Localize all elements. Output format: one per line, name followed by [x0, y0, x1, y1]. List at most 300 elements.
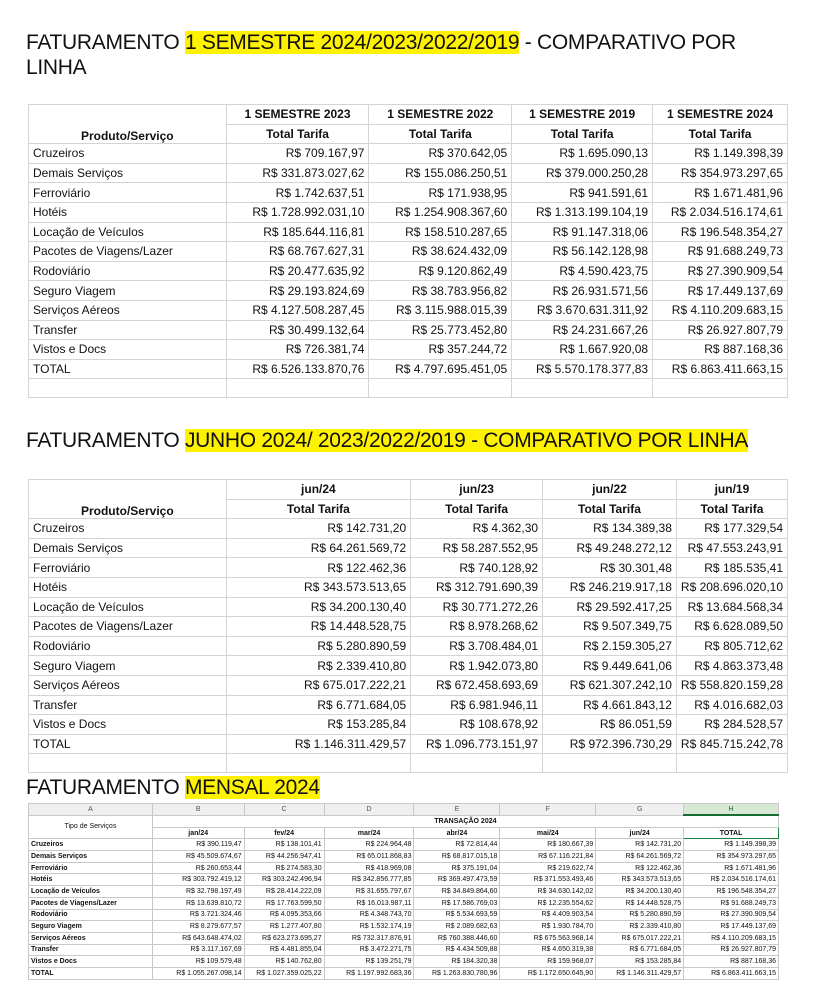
row-value: R$ 47.553.243,91: [676, 538, 787, 558]
cell-value[interactable]: R$ 196.548.354,27: [684, 886, 779, 898]
cell-value[interactable]: R$ 375.191,04: [414, 862, 500, 874]
row-value: R$ 709.167,97: [226, 144, 369, 164]
row-value: R$ 621.307.242,10: [543, 675, 677, 695]
empty-cell: [543, 754, 677, 773]
cell-value[interactable]: R$ 159.968,07: [500, 956, 596, 968]
row-value: R$ 27.390.909,54: [653, 261, 788, 281]
total-tarifa-header: Total Tarifa: [512, 124, 653, 144]
cell-value[interactable]: R$ 1.263.830.780,96: [414, 967, 500, 979]
section1-title-highlight: 1 SEMESTRE 2024/2023/2022/2019: [184, 31, 520, 54]
column-letter-row: [29, 804, 779, 816]
row-label[interactable]: Vistos e Docs: [29, 956, 153, 968]
row-label: Cruzeiros: [29, 519, 227, 539]
cell-value[interactable]: R$ 142.731,20: [596, 839, 684, 851]
cell-value[interactable]: R$ 109.579,48: [152, 956, 244, 968]
table-row: [29, 656, 788, 676]
row-value: R$ 158.510.287,65: [369, 222, 512, 242]
table-row: [29, 519, 788, 539]
row-value: R$ 58.287.552,95: [411, 538, 543, 558]
cell-value[interactable]: R$ 6.863.411.663,15: [684, 967, 779, 979]
row-value: R$ 25.773.452,80: [369, 320, 512, 340]
row-value: R$ 887.168,36: [653, 340, 788, 360]
row-value: R$ 171.938,95: [369, 183, 512, 203]
total-tarifa-header: Total Tarifa: [226, 124, 369, 144]
cell-value[interactable]: R$ 887.168,36: [684, 956, 779, 968]
cell-value[interactable]: R$ 4.434.509,88: [414, 944, 500, 956]
period-header: 1 SEMESTRE 2023: [226, 105, 369, 125]
cell-value[interactable]: R$ 139.251,79: [324, 956, 414, 968]
row-value: R$ 4.797.695.451,05: [369, 359, 512, 379]
month-header[interactable]: jan/24: [152, 827, 244, 839]
cell-value[interactable]: R$ 12.235.554,62: [500, 897, 596, 909]
cell-value[interactable]: R$ 354.973.297,65: [684, 851, 779, 863]
row-label: TOTAL: [29, 734, 227, 754]
row-value: R$ 1.313.199.104,19: [512, 202, 653, 222]
period-header: jun/22: [543, 480, 677, 500]
section1-title-suffix: - COMPARATIVO POR LINHA: [26, 31, 736, 79]
cell-value[interactable]: R$ 45.509.674,67: [152, 851, 244, 863]
cell-value[interactable]: R$ 1.930.784,70: [500, 921, 596, 933]
row-label[interactable]: Demais Serviços: [29, 851, 153, 863]
row-label[interactable]: Serviços Aéreos: [29, 932, 153, 944]
row-value: R$ 558.820.159,28: [676, 675, 787, 695]
row-value: R$ 4.110.209.683,15: [653, 300, 788, 320]
row-value: R$ 29.193.824,69: [226, 281, 369, 301]
table-row: [29, 320, 788, 340]
row-value: R$ 5.280.890,59: [226, 636, 411, 656]
row-label: Cruzeiros: [29, 144, 227, 164]
cell-value[interactable]: R$ 44.256.947,41: [244, 851, 324, 863]
cell-value[interactable]: R$ 371.553.493,46: [500, 874, 596, 886]
cell-value[interactable]: R$ 31.655.797,67: [324, 886, 414, 898]
row-label: Demais Serviços: [29, 538, 227, 558]
row-label: Rodoviário: [29, 636, 227, 656]
empty-cell: [226, 754, 411, 773]
table-row: [29, 558, 788, 578]
cell-value[interactable]: R$ 153.285,84: [596, 956, 684, 968]
section1-title-prefix: FATURAMENTO: [26, 31, 185, 54]
cell-value[interactable]: R$ 1.027.359.025,22: [244, 967, 324, 979]
table-row: [29, 538, 788, 558]
section3-title: [26, 775, 320, 800]
total-tarifa-header: Total Tarifa: [226, 499, 411, 519]
row-value: R$ 675.017.222,21: [226, 675, 411, 695]
row-value: R$ 1.146.311.429,57: [226, 734, 411, 754]
cell-value[interactable]: R$ 1.197.992.683,36: [324, 967, 414, 979]
row-value: R$ 672.458.693,69: [411, 675, 543, 695]
row-label[interactable]: Ferroviário: [29, 862, 153, 874]
table-semester-comparison: [28, 104, 788, 398]
total-tarifa-header: Total Tarifa: [411, 499, 543, 519]
month-header[interactable]: fev/24: [244, 827, 324, 839]
row-value: R$ 1.728.992.031,10: [226, 202, 369, 222]
row-value: R$ 122.462,36: [226, 558, 411, 578]
row-label: Vistos e Docs: [29, 340, 227, 360]
row-value: R$ 4.362,30: [411, 519, 543, 539]
cell-value[interactable]: R$ 180.667,39: [500, 839, 596, 851]
cell-value[interactable]: R$ 4.481.855,04: [244, 944, 324, 956]
cell-value[interactable]: R$ 4.348.743,70: [324, 909, 414, 921]
row-label: Seguro Viagem: [29, 281, 227, 301]
cell-value[interactable]: R$ 390.119,47: [152, 839, 244, 851]
empty-cell: [676, 754, 787, 773]
row-value: R$ 20.477.635,92: [226, 261, 369, 281]
cell-value[interactable]: R$ 34.630.142,02: [500, 886, 596, 898]
row-value: R$ 9.507.349,75: [543, 617, 677, 637]
row-label[interactable]: Cruzeiros: [29, 839, 153, 851]
row-label: Demais Serviços: [29, 163, 227, 183]
period-header: 1 SEMESTRE 2022: [369, 105, 512, 125]
empty-cell: [411, 754, 543, 773]
row-value: R$ 726.381,74: [226, 340, 369, 360]
row-value: R$ 30.771.272,26: [411, 597, 543, 617]
table-row: [29, 886, 779, 898]
empty-cell: [29, 379, 227, 398]
cell-value[interactable]: R$ 6.771.684,05: [596, 944, 684, 956]
section2-title-highlight: JUNHO 2024/ 2023/2022/2019 - COMPARATIVO POR LINHA: [184, 429, 749, 452]
row-value: R$ 5.570.178.377,83: [512, 359, 653, 379]
row-label: Vistos e Docs: [29, 715, 227, 735]
table-row: [29, 636, 788, 656]
empty-row: [29, 379, 788, 398]
table-row: [29, 617, 788, 637]
row-value: R$ 4.863.373,48: [676, 656, 787, 676]
row-value: R$ 30.499.132,64: [226, 320, 369, 340]
row-value: R$ 805.712,62: [676, 636, 787, 656]
row-value: R$ 312.791.690,39: [411, 577, 543, 597]
header-row-periods: [29, 105, 788, 125]
empty-cell: [369, 379, 512, 398]
period-header: jun/19: [676, 480, 787, 500]
row-label[interactable]: TOTAL: [29, 967, 153, 979]
row-label: Transfer: [29, 695, 227, 715]
cell-value[interactable]: R$ 224.964,48: [324, 839, 414, 851]
table-row: [29, 944, 779, 956]
table-june-comparison: [28, 479, 788, 773]
row-value: R$ 26.931.571,56: [512, 281, 653, 301]
row-value: R$ 86.051,59: [543, 715, 677, 735]
section3-title-highlight: MENSAL 2024: [184, 776, 320, 799]
row-value: R$ 153.285,84: [226, 715, 411, 735]
cell-value[interactable]: R$ 342.856.777,85: [324, 874, 414, 886]
empty-cell: [29, 754, 227, 773]
month-header[interactable]: mar/24: [324, 827, 414, 839]
section1-title: [26, 30, 766, 80]
cell-value[interactable]: R$ 219.622,74: [500, 862, 596, 874]
period-header: jun/24: [226, 480, 411, 500]
header-row-periods: [29, 480, 788, 500]
month-header[interactable]: jun/24: [596, 827, 684, 839]
row-value: R$ 354.973.297,65: [653, 163, 788, 183]
row-value: R$ 68.767.627,31: [226, 242, 369, 262]
cell-value[interactable]: R$ 2.089.682,63: [414, 921, 500, 933]
table-row: [29, 695, 788, 715]
cell-value[interactable]: R$ 67.116.221,84: [500, 851, 596, 863]
cell-value[interactable]: R$ 72.814,44: [414, 839, 500, 851]
row-value: R$ 24.231.667,26: [512, 320, 653, 340]
total-tarifa-header: Total Tarifa: [543, 499, 677, 519]
cell-value[interactable]: R$ 91.688.249,73: [684, 897, 779, 909]
table-row: [29, 359, 788, 379]
cell-value[interactable]: R$ 760.388.446,60: [414, 932, 500, 944]
table-row: [29, 242, 788, 262]
cell-value[interactable]: R$ 122.462,36: [596, 862, 684, 874]
column-letter-C[interactable]: C: [244, 804, 324, 816]
cell-value[interactable]: R$ 260.653,44: [152, 862, 244, 874]
row-value: R$ 185.535,41: [676, 558, 787, 578]
cell-value[interactable]: R$ 27.390.909,54: [684, 909, 779, 921]
row-label[interactable]: Seguro Viagem: [29, 921, 153, 933]
total-tarifa-header: Total Tarifa: [676, 499, 787, 519]
cell-value[interactable]: R$ 32.798.197,49: [152, 886, 244, 898]
row-value: R$ 343.573.513,65: [226, 577, 411, 597]
table-row: [29, 851, 779, 863]
row-value: R$ 91.147.318,06: [512, 222, 653, 242]
table-row: [29, 932, 779, 944]
row-value: R$ 196.548.354,27: [653, 222, 788, 242]
row-value: R$ 4.016.682,03: [676, 695, 787, 715]
table-row: [29, 222, 788, 242]
column-letter-B[interactable]: B: [152, 804, 244, 816]
row-value: R$ 2.159.305,27: [543, 636, 677, 656]
cell-value[interactable]: R$ 1.055.267.098,14: [152, 967, 244, 979]
row-value: R$ 357.244,72: [369, 340, 512, 360]
column-letter-G[interactable]: G: [596, 804, 684, 816]
column-letter-E[interactable]: E: [414, 804, 500, 816]
row-label: Pacotes de Viagens/Lazer: [29, 242, 227, 262]
row-value: R$ 1.671.481,96: [653, 183, 788, 203]
table-row: [29, 897, 779, 909]
row-label: Hotéis: [29, 202, 227, 222]
cell-value[interactable]: R$ 418.969,08: [324, 862, 414, 874]
row-value: R$ 208.696.020,10: [676, 577, 787, 597]
row-label: Transfer: [29, 320, 227, 340]
cell-value[interactable]: R$ 5.534.693,59: [414, 909, 500, 921]
section2-title-prefix: FATURAMENTO: [26, 429, 185, 452]
cell-value[interactable]: R$ 17.449.137,69: [684, 921, 779, 933]
row-value: R$ 6.981.946,11: [411, 695, 543, 715]
row-value: R$ 6.526.133.870,76: [226, 359, 369, 379]
table-row: [29, 874, 779, 886]
cell-value[interactable]: R$ 3.721.324,46: [152, 909, 244, 921]
table-row: [29, 862, 779, 874]
row-label: Seguro Viagem: [29, 656, 227, 676]
period-header: jun/23: [411, 480, 543, 500]
cell-value[interactable]: R$ 675.017.222,21: [596, 932, 684, 944]
cell-value[interactable]: R$ 64.261.569,72: [596, 851, 684, 863]
row-value: R$ 49.248.272,12: [543, 538, 677, 558]
cell-value[interactable]: R$ 1.172.650.645,90: [500, 967, 596, 979]
row-value: R$ 56.142.128,98: [512, 242, 653, 262]
table-row: [29, 921, 779, 933]
row-value: R$ 740.128,92: [411, 558, 543, 578]
row-value: R$ 4.590.423,75: [512, 261, 653, 281]
row-value: R$ 185.644.116,81: [226, 222, 369, 242]
column-letter-H[interactable]: H: [684, 804, 779, 816]
cell-value[interactable]: R$ 1.532.174,19: [324, 921, 414, 933]
table-row: [29, 839, 779, 851]
row-value: R$ 38.783.956,82: [369, 281, 512, 301]
row-value: R$ 4.661.843,12: [543, 695, 677, 715]
cell-value[interactable]: R$ 5.280.890,59: [596, 909, 684, 921]
section3-title-prefix: FATURAMENTO: [26, 776, 185, 799]
table-row: [29, 675, 788, 695]
row-value: R$ 9.449.641,06: [543, 656, 677, 676]
cell-value[interactable]: R$ 4.095.353,66: [244, 909, 324, 921]
row-value: R$ 284.528,57: [676, 715, 787, 735]
row-value: R$ 1.942.073,80: [411, 656, 543, 676]
cell-value[interactable]: R$ 274.583,30: [244, 862, 324, 874]
row-value: R$ 3.115.988.015,39: [369, 300, 512, 320]
table-row: [29, 300, 788, 320]
total-tarifa-header: Total Tarifa: [653, 124, 788, 144]
month-header[interactable]: abr/24: [414, 827, 500, 839]
column-letter-D[interactable]: D: [324, 804, 414, 816]
cell-value[interactable]: R$ 8.279.677,57: [152, 921, 244, 933]
cell-value[interactable]: R$ 68.817.015,18: [414, 851, 500, 863]
row-label[interactable]: Pacotes de Viagens/Lazer: [29, 897, 153, 909]
row-value: R$ 64.261.569,72: [226, 538, 411, 558]
period-header: 1 SEMESTRE 2024: [653, 105, 788, 125]
cell-value[interactable]: R$ 303.242.496,94: [244, 874, 324, 886]
row-value: R$ 17.449.137,69: [653, 281, 788, 301]
group-header[interactable]: TRANSAÇÃO 2024: [152, 815, 778, 827]
row-label[interactable]: Transfer: [29, 944, 153, 956]
cell-value[interactable]: R$ 4.650.319,38: [500, 944, 596, 956]
table-row: [29, 261, 788, 281]
row-value: R$ 370.642,05: [369, 144, 512, 164]
table-row: [29, 967, 779, 979]
row-value: R$ 38.624.432,09: [369, 242, 512, 262]
row-value: R$ 1.667.920,08: [512, 340, 653, 360]
row-label: Rodoviário: [29, 261, 227, 281]
cell-value[interactable]: R$ 675.563.968,14: [500, 932, 596, 944]
table-row: [29, 202, 788, 222]
row-label: TOTAL: [29, 359, 227, 379]
row-value: R$ 2.034.516.174,61: [653, 202, 788, 222]
table-row: [29, 715, 788, 735]
month-header[interactable]: mai/24: [500, 827, 596, 839]
row-value: R$ 177.329,54: [676, 519, 787, 539]
empty-cell: [653, 379, 788, 398]
cell-value[interactable]: R$ 13.639.810,72: [152, 897, 244, 909]
cell-value[interactable]: R$ 17.763.599,50: [244, 897, 324, 909]
row-label[interactable]: Rodoviário: [29, 909, 153, 921]
month-header[interactable]: TOTAL: [684, 827, 779, 839]
cell-value[interactable]: R$ 184.320,38: [414, 956, 500, 968]
cell-value[interactable]: R$ 17.586.769,03: [414, 897, 500, 909]
row-value: R$ 91.688.249,73: [653, 242, 788, 262]
row-value: R$ 6.628.089,50: [676, 617, 787, 637]
row-value: R$ 6.771.684,05: [226, 695, 411, 715]
row-label: Locação de Veículos: [29, 597, 227, 617]
row-value: R$ 246.219.917,18: [543, 577, 677, 597]
column-letter-A[interactable]: A: [29, 804, 153, 816]
cell-value[interactable]: R$ 1.146.311.429,57: [596, 967, 684, 979]
cell-value[interactable]: R$ 4.409.903,54: [500, 909, 596, 921]
cell-value[interactable]: R$ 643.648.474,02: [152, 932, 244, 944]
row-label[interactable]: Locação de Veículos: [29, 886, 153, 898]
row-value: R$ 1.149.398,39: [653, 144, 788, 164]
row-value: R$ 1.695.090,13: [512, 144, 653, 164]
row-value: R$ 30.301,48: [543, 558, 677, 578]
column-letter-F[interactable]: F: [500, 804, 596, 816]
cell-value[interactable]: R$ 140.762,80: [244, 956, 324, 968]
table-row: [29, 281, 788, 301]
cell-value[interactable]: R$ 623.273.695,27: [244, 932, 324, 944]
row-label: Hotéis: [29, 577, 227, 597]
cell-value[interactable]: R$ 369.497.473,59: [414, 874, 500, 886]
row-value: R$ 3.670.631.311,92: [512, 300, 653, 320]
row-value: R$ 4.127.508.287,45: [226, 300, 369, 320]
row-label: Ferroviário: [29, 558, 227, 578]
cell-value[interactable]: R$ 1.277.407,80: [244, 921, 324, 933]
row-value: R$ 1.096.773.151,97: [411, 734, 543, 754]
cell-value[interactable]: R$ 303.792.419,12: [152, 874, 244, 886]
cell-value[interactable]: R$ 16.013.987,11: [324, 897, 414, 909]
empty-cell: [226, 379, 369, 398]
cell-value[interactable]: R$ 3.472.271,75: [324, 944, 414, 956]
table-row: [29, 956, 779, 968]
row-value: R$ 142.731,20: [226, 519, 411, 539]
row-label[interactable]: Hotéis: [29, 874, 153, 886]
row-value: R$ 9.120.862,49: [369, 261, 512, 281]
row-value: R$ 1.254.908.367,60: [369, 202, 512, 222]
row-value: R$ 941.591,61: [512, 183, 653, 203]
row-value: R$ 972.396.730,29: [543, 734, 677, 754]
group-header-row: [29, 815, 779, 827]
table-row: [29, 144, 788, 164]
cell-value[interactable]: R$ 2.034.516.174,61: [684, 874, 779, 886]
row-label: Serviços Aéreos: [29, 675, 227, 695]
cell-value[interactable]: R$ 1.149.398,39: [684, 839, 779, 851]
section2-title: [26, 428, 748, 453]
cell-value[interactable]: R$ 138.101,41: [244, 839, 324, 851]
cell-value[interactable]: R$ 14.448.528,75: [596, 897, 684, 909]
cell-value[interactable]: R$ 4.110.209.683,15: [684, 932, 779, 944]
cell-value[interactable]: R$ 65.011.868,83: [324, 851, 414, 863]
product-header: Produto/Serviço: [29, 105, 227, 144]
row-label: Serviços Aéreos: [29, 300, 227, 320]
row-value: R$ 6.863.411.663,15: [653, 359, 788, 379]
cell-value[interactable]: R$ 3.117.167,69: [152, 944, 244, 956]
row-value: R$ 2.339.410,80: [226, 656, 411, 676]
cell-value[interactable]: R$ 34.200.130,40: [596, 886, 684, 898]
cell-value[interactable]: R$ 343.573.513,65: [596, 874, 684, 886]
row-value: R$ 134.389,38: [543, 519, 677, 539]
row-value: R$ 331.873.027,62: [226, 163, 369, 183]
row-value: R$ 845.715.242,78: [676, 734, 787, 754]
cell-value[interactable]: R$ 28.414.222,09: [244, 886, 324, 898]
total-tarifa-header: Total Tarifa: [369, 124, 512, 144]
row-label: Ferroviário: [29, 183, 227, 203]
type-header[interactable]: Tipo de Serviços: [29, 815, 153, 839]
table-row: [29, 734, 788, 754]
table-row: [29, 183, 788, 203]
product-header: Produto/Serviço: [29, 480, 227, 519]
cell-value[interactable]: R$ 34.849.864,60: [414, 886, 500, 898]
cell-value[interactable]: R$ 1.671.481,96: [684, 862, 779, 874]
empty-row: [29, 754, 788, 773]
row-value: R$ 26.927.807,79: [653, 320, 788, 340]
cell-value[interactable]: R$ 732.317.876,91: [324, 932, 414, 944]
row-value: R$ 14.448.528,75: [226, 617, 411, 637]
cell-value[interactable]: R$ 26.927.807,79: [684, 944, 779, 956]
row-value: R$ 29.592.417,25: [543, 597, 677, 617]
spreadsheet-monthly-2024: [28, 803, 779, 980]
cell-value[interactable]: R$ 2.339.410,80: [596, 921, 684, 933]
row-label: Locação de Veículos: [29, 222, 227, 242]
